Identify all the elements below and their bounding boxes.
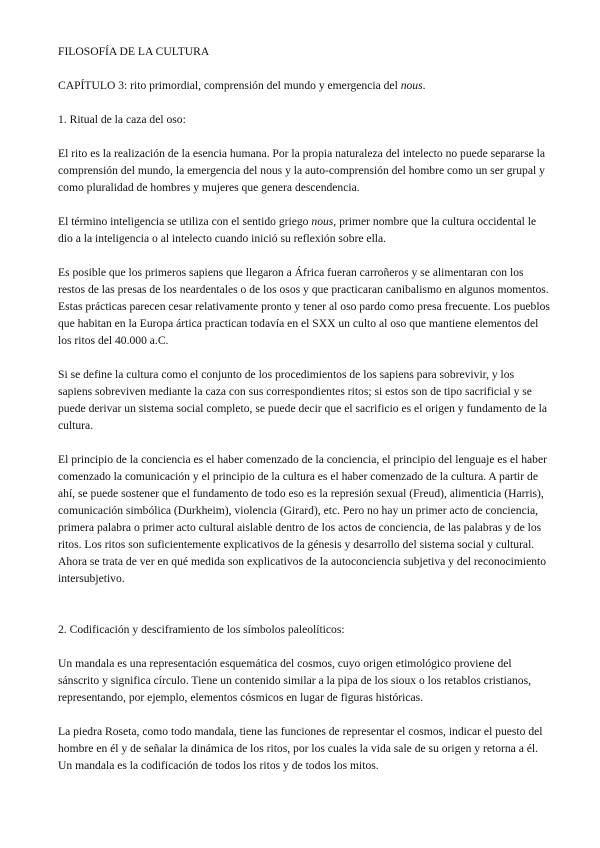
- chapter-heading-italic: nous: [400, 79, 423, 92]
- paragraph-1-4: Si se define la cultura como el conjunto de los procedimientos de los sapiens para sobrevivir, y los sapiens sobreviven mediante la caza con sus correspondientes ritos; si estos son de tipo sacrificial y se puede derivar un sistema social completo, se puede decir que el sacrificio es el origen y fundamento de la cultura.: [58, 368, 548, 432]
- paragraph-1-2: [58, 213, 550, 247]
- chapter-heading-end: .: [422, 79, 426, 92]
- document-title: FILOSOFÍA DE LA CULTURA: [58, 45, 210, 58]
- paragraph-2-2: La piedra Roseta, como todo mandala, tiene las funciones de representar el cosmos, indicar el puesto del hombre en él y de señalar la dinámica de los ritos, por los cuales la vida sale de su origen y retorna a él. Un mandala es la codificación de todos los ritos y de todos los mitos.: [58, 725, 543, 772]
- section-heading-1: 1. Ritual de la caza del oso:: [58, 113, 186, 126]
- chapter-heading-text: CAPÍTULO 3: rito primordial, comprensión del mundo y emergencia del: [58, 79, 401, 92]
- paragraph-1-3: Es posible que los primeros sapiens que llegaron a África fueran carroñeros y se alimentaran con los restos de las presas de los neardentales o de los osos y que practicaran canibalismo en algunos momentos. Estas prácticas parecen cesar relativamente pronto y tener al oso pardo como presa frecuente. Los pueblos que habitan en la Europa ártica practican todavía en el SXX un culto al oso que mantiene elementos del los ritos del 40.000 a.C.: [58, 266, 550, 347]
- paragraph-1-1: El rito es la realización de la esencia humana. Por la propia naturaleza del intelecto no puede separarse la comprensión del mundo, la emergencia del nous y la auto-comprensión del hombre como un ser grupal y como pluralidad de hombres y mujeres que genera descendencia.: [58, 147, 546, 194]
- paragraph-1-2-end: , primer nombre que la cultura occidental le dio a la inteligencia o al intelecto cuando inició su reflexión sobre ella.: [58, 215, 537, 245]
- chapter-heading: [58, 77, 550, 94]
- paragraph-1-2-italic: nous: [311, 215, 334, 228]
- document-body: [58, 43, 550, 791]
- paragraph-1-5: El principio de la conciencia es el haber comenzado de la conciencia, el principio del lenguaje es el haber comenzado la comunicación y el principio de la cultura es el haber comenzado de la cultura. A partir de ahí, se puede sostener que el fundamento de todo eso es la represión sexual (Freud), alimenticia (Harris), comunicación simbólica (Durkheim), violencia (Girard), etc. Pero no hay un primer acto de conciencia, primera palabra o primer acto cultural aislable dentro de los actos de conciencia, de las palabras y de los ritos. Los ritos son suficientemente explicativos de la génesis y desarrollo del sistema social y cultural. Ahora se trata de ver en qué medida son explicativos de la autoconciencia subjetiva y del reconocimiento intersubjetivo.: [58, 453, 547, 585]
- paragraph-1-2-start: El término inteligencia se utiliza con el sentido griego: [58, 215, 312, 228]
- section-heading-2: 2. Codificación y desciframiento de los símbolos paleolíticos:: [58, 623, 345, 636]
- paragraph-2-1: Un mandala es una representación esquemática del cosmos, cuyo origen etimológico proviene del sánscrito y significa círculo. Tiene un contenido similar a la pipa de los sioux o los retablos cristianos, representando, por ejemplo, elementos cósmicos en lugar de figuras históricas.: [58, 657, 532, 704]
